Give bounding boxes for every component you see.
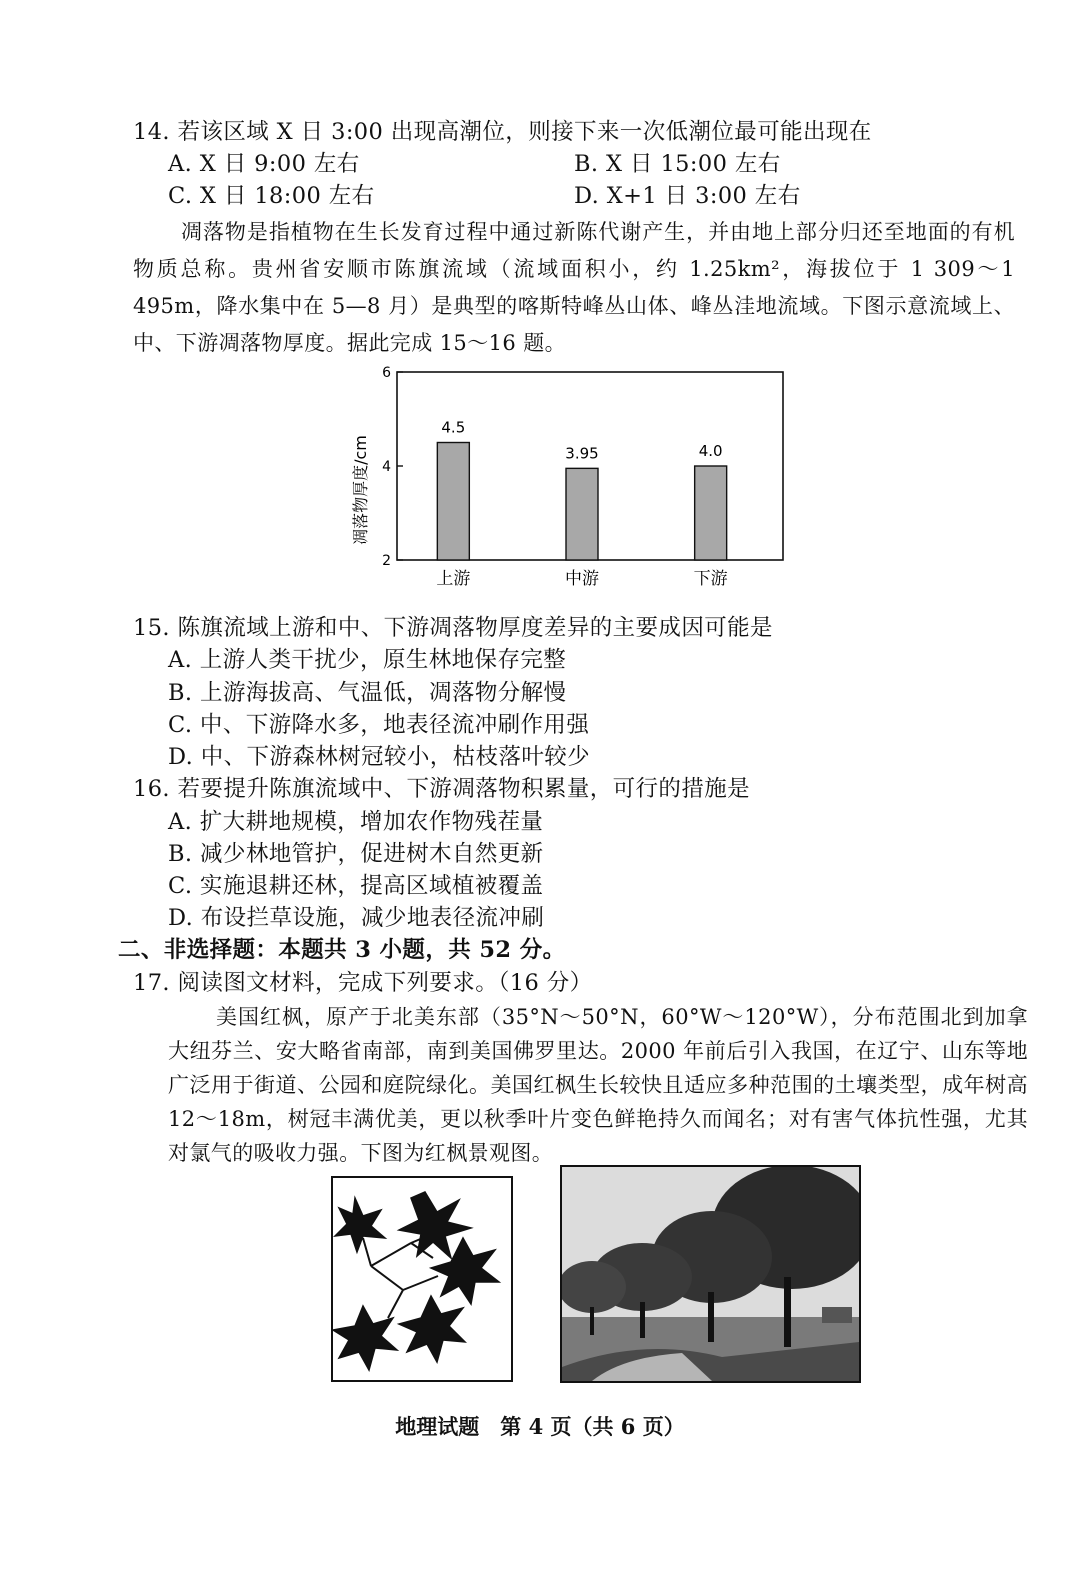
section-2-heading: 二、非选择题：本题共 3 小题，共 52 分。 bbox=[118, 937, 566, 963]
q16-option-b: B. 减少林地管护，促进树木自然更新 bbox=[168, 841, 544, 867]
q14-stem: 14. 若该区域 X 日 3:00 出现高潮位，则接下来一次低潮位最可能出现在 bbox=[133, 119, 872, 145]
y-tick-label: 2 bbox=[382, 553, 391, 569]
maple-leaves-icon bbox=[333, 1178, 511, 1380]
y-tick-label: 6 bbox=[382, 365, 391, 381]
q14-option-b: B. X 日 15:00 左右 bbox=[574, 151, 781, 177]
x-tick-label: 下游 bbox=[693, 569, 728, 589]
bar-data-label: 4.5 bbox=[441, 418, 466, 437]
q17-passage: 美国红枫，原产于北美东部（35°N～50°N，60°W～120°W），分布范围北到加拿大纽芬兰、安大略省南部，南到美国佛罗里达。2000 年前后引入我国，在辽宁、山东等地广泛用于街道、公园和庭院绿化。美国红枫生长较快且适应多种范围的土壤类型，成年树高 12～18m，树冠丰满优美，更以秋季叶片变色鲜艳持久而闻名；对有害气体抗性强，尤其对氯气的吸收力强。下图为红枫景观图。 bbox=[168, 1005, 1028, 1165]
bar-data-label: 3.95 bbox=[565, 444, 599, 463]
q16-stem: 16. 若要提升陈旗流域中、下游凋落物积累量，可行的措施是 bbox=[133, 776, 751, 802]
tree-landscape-icon bbox=[562, 1167, 859, 1381]
q16-option-a: A. 扩大耕地规模，增加农作物残茬量 bbox=[168, 809, 544, 835]
q16-option-c: C. 实施退耕还林，提高区域植被覆盖 bbox=[168, 873, 544, 899]
page-footer: 地理试题 第 4 页（共 6 页） bbox=[395, 1414, 685, 1439]
q15-option-a: A. 上游人类干扰少，原生林地保存完整 bbox=[168, 647, 567, 673]
x-tick-label: 中游 bbox=[565, 569, 599, 589]
passage-litter: 凋落物是指植物在生长发育过程中通过新陈代谢产生，并由地上部分归还至地面的有机物质总称。贵州省安顺市陈旗流域（流域面积小，约 1.25km²，海拔位于 1 309～1 495m，降水集中在 5—8 月）是典型的喀斯特峰丛山体、峰丛洼地流域。下图示意流域上、中、下游凋落物厚度。据此完成 15～16 题。 bbox=[133, 220, 1015, 355]
red-maple-landscape-photo bbox=[560, 1165, 861, 1383]
bar-2 bbox=[566, 468, 598, 560]
q14-option-a: A. X 日 9:00 左右 bbox=[168, 151, 360, 177]
q17-stem: 17. 阅读图文材料，完成下列要求。（16 分） bbox=[133, 970, 593, 996]
q15-stem: 15. 陈旗流域上游和中、下游凋落物厚度差异的主要成因可能是 bbox=[133, 615, 773, 641]
q15-option-b: B. 上游海拔高、气温低，凋落物分解慢 bbox=[168, 680, 567, 706]
y-tick-label: 4 bbox=[382, 459, 391, 475]
x-tick-label: 上游 bbox=[436, 569, 471, 589]
bar-3 bbox=[695, 466, 727, 560]
q15-option-d: D. 中、下游森林树冠较小，枯枝落叶较少 bbox=[168, 744, 591, 770]
bar-data-label: 4.0 bbox=[698, 442, 723, 460]
q15-option-c: C. 中、下游降水多，地表径流冲刷作用强 bbox=[168, 712, 590, 738]
q14-option-c: C. X 日 18:00 左右 bbox=[168, 183, 375, 209]
bar-1 bbox=[437, 443, 469, 561]
maple-leaf-illustration bbox=[331, 1176, 513, 1382]
litter-thickness-chart bbox=[350, 360, 800, 600]
q14-option-d: D. X+1 日 3:00 左右 bbox=[574, 183, 801, 209]
y-axis-label: 凋落物厚度/cm bbox=[351, 435, 370, 545]
q16-option-d: D. 布设拦草设施，减少地表径流冲刷 bbox=[168, 905, 545, 931]
